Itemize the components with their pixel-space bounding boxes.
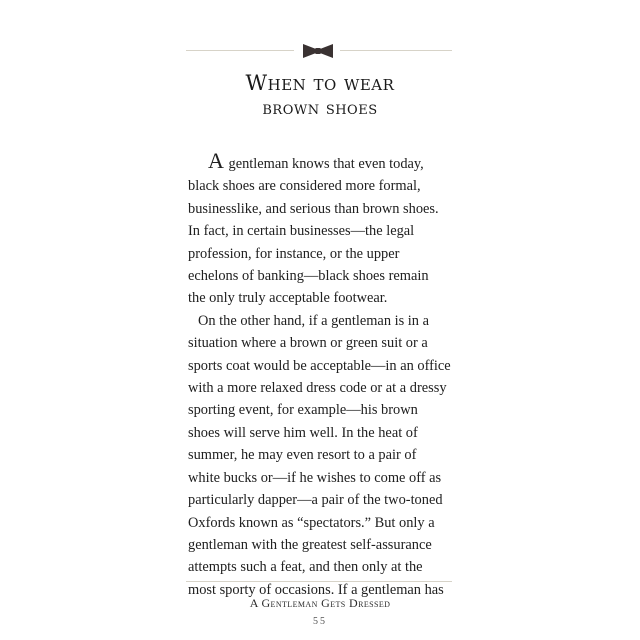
paragraph-1-line: the only truly acceptable footwear.: [188, 290, 388, 307]
running-footer-title: A Gentleman Gets Dressed: [249, 596, 391, 610]
bottom-rule: [186, 581, 452, 582]
paragraph-2-line: gentleman with the greatest self-assurance: [188, 536, 432, 553]
drop-cap: A: [208, 148, 224, 173]
paragraph-1-line-1-text: gentleman knows that even today,: [228, 156, 424, 172]
paragraph-2-line: sporting event, for example—his brown: [188, 402, 418, 419]
paragraph-1-line: black shoes are considered more formal,: [188, 178, 421, 195]
top-rule-left: [186, 50, 294, 51]
paragraph-2-line: Oxfords known as “spectators.” But only a: [188, 514, 435, 531]
paragraph-1-line: profession, for instance, or the upper: [188, 245, 400, 262]
body-text: [188, 150, 456, 601]
paragraph-1-line-1: [188, 150, 456, 175]
paragraph-2-line: shoes will serve him well. In the heat of: [188, 424, 418, 441]
paragraph-2-line: summer, he may even resort to a pair of: [188, 447, 417, 464]
chapter-title-line-1: When to wear: [245, 71, 395, 95]
top-rule-right: [340, 50, 452, 51]
paragraph-2-line: particularly dapper—a pair of the two-toned: [188, 492, 443, 509]
paragraph-2-line: attempts such a feat, and then only at the: [188, 559, 423, 576]
paragraph-2-line: sports coat would be acceptable—in an office: [188, 357, 451, 374]
bowtie-icon: [302, 43, 334, 59]
paragraph-2-line: white bucks or—if he wishes to come off as: [188, 469, 442, 486]
paragraph-2-line: On the other hand, if a gentleman is in a: [198, 312, 429, 329]
paragraph-1-line: In fact, in certain businesses—the legal: [188, 223, 415, 240]
paragraph-2-line: most sporty of occasions. If a gentleman has: [188, 581, 444, 598]
chapter-title-line-2: brown shoes: [262, 98, 378, 119]
paragraph-2-line: situation where a brown or green suit or a: [188, 335, 428, 352]
paragraph-1-line: businesslike, and serious than brown shoes.: [188, 200, 439, 217]
page-number: 55: [313, 616, 327, 627]
paragraph-2-line: with a more relaxed dress code or at a dressy: [188, 380, 447, 397]
paragraph-1-line: echelons of banking—black shoes remain: [188, 268, 429, 285]
